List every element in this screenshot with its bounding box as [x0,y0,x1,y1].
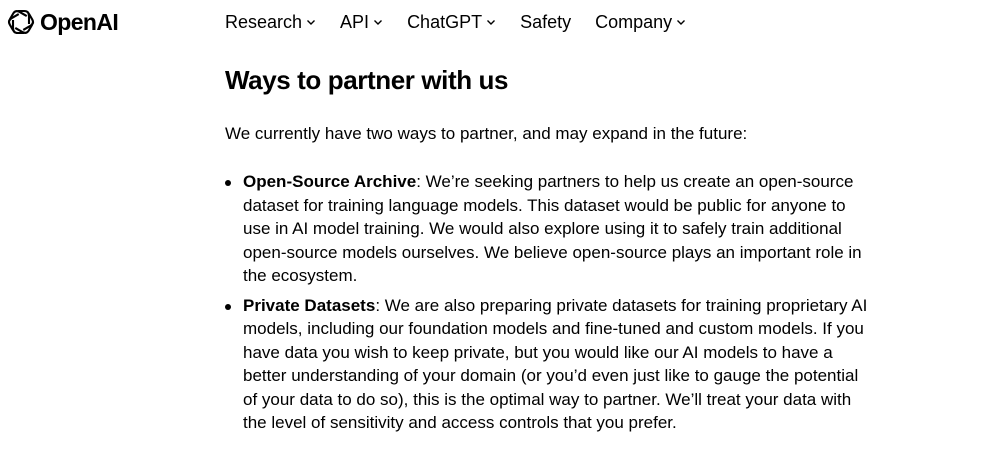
list-item-title: Private Datasets [243,295,376,315]
chevron-down-icon [486,17,496,27]
nav-item-safety[interactable] [520,11,571,33]
openai-logo-link[interactable] [6,7,118,37]
chevron-down-icon [306,17,316,27]
list-item-text: : We are also preparing private datasets for training proprietary AI models, including our foundation models and fine-tuned and custom models. If you have data you wish to keep private, but you would like our AI models to have a better understanding of your domain (or you’d even just like to gauge the potential of your data to do so), this is the optimal way to partner. We’ll treat your data with the level of sensitivity and access controls that you prefer. [243,295,868,432]
intro-paragraph: We currently have two ways to partner, and may expand in the future: [225,124,748,143]
nav-item-api[interactable] [340,11,383,33]
nav-item-company[interactable] [595,11,686,33]
list-item-private-datasets [225,294,875,435]
list-item-title: Open-Source Archive [243,172,417,191]
nav-item-label: ChatGPT [407,12,483,32]
nav-item-chatgpt[interactable] [407,11,496,33]
nav-item-label: Research [225,12,303,32]
nav-item-research[interactable] [225,11,316,33]
partner-options-list [225,170,885,435]
list-item-open-source-archive [225,170,875,288]
nav-item-label: Company [595,12,673,32]
main-nav [225,11,710,33]
nav-item-label: Safety [520,12,572,32]
chevron-down-icon [373,17,383,27]
list-item-text: : We’re seeking partners to help us create an open-source dataset for training language models. This dataset would be public for anyone to use in AI model training. We would also explore using it to safely train additional open-source models ourselves. We believe open-source plays an important role in the ecosystem. [243,172,862,285]
bullet-dot [225,304,231,310]
top-navigation-bar [0,0,992,44]
bullet-dot [225,180,231,186]
page-title: Ways to partner with us [225,65,509,95]
openai-logo-icon [6,7,36,37]
main-content [225,62,885,441]
chevron-down-icon [676,17,686,27]
brand-name: OpenAI [40,9,119,35]
nav-item-label: API [340,12,370,32]
